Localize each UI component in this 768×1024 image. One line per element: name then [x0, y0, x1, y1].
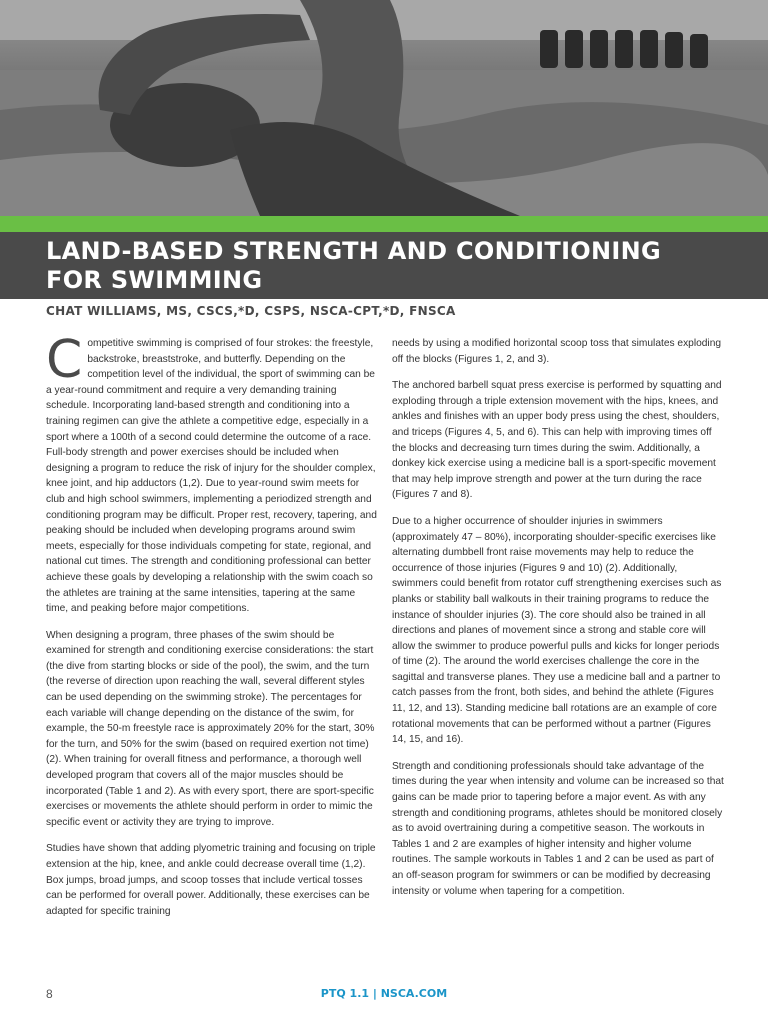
- hero-photo-swimmer: [0, 0, 768, 216]
- page-number: 8: [46, 987, 53, 1001]
- swimmer-illustration: [0, 0, 768, 216]
- accent-stripe: [0, 216, 768, 232]
- article-title-line2: FOR SWIMMING: [46, 266, 263, 294]
- body-column-left: [46, 330, 379, 930]
- article-title: [46, 237, 746, 295]
- body-paragraph: Due to a higher occurrence of shoulder injuries in swimmers (approximately 47 – 80%), incorporating shoulder-specific exercises like alternating dumbbell front raise movements may help to reduce the occurrence of those injuries (Figures 9 and 10) (2). Additionally, swimmers could benefit from rotator cuff strengthening exercises such as planks or stability ball walkouts in their training programs to reduce the instance of shoulder injuries (3). The core should also be trained in all directions and planes of movement since a strong and stable core will allow the swimmer to produce powerful pulls and kicks for longer periods of time (2). The around the world exercises challenge the core in the sagittal and transverse planes. They use a medicine ball and a partner to catch passes from the front, both sides, and behind the athlete (Figures 11, 12, and 13). Standing medicine ball rotations are an example of core rotational movements that can be performed without a partner (Figures 14, 15, and 16).: [392, 515, 722, 746]
- title-band: [0, 232, 768, 299]
- author-byline: CHAT WILLIAMS, MS, CSCS,*D, CSPS, NSCA-CPT,*D, FNSCA: [46, 304, 456, 318]
- body-paragraph: When designing a program, three phases of the swim should be examined for strength and conditioning exercise considerations: the start (the dive from starting blocks or side of the pool), the swim, and the turn (the reverse of direction upon reaching the wall, several different styles can be used depending on the swimming stroke). The percentages for each variable will change depending on the distance of the swim, for example, the 50-m freestyle race is approximately 20% for the start, 30% for the turn, and 50% for the swim (based on required exertion not time) (2). When training for overall fitness and performance, a thorough well developed program that covers all of the major muscles should be incorporated (Table 1 and 2). As with every sport, there are sport-specific exercises or movements the athlete should perform in order to mimic the specific event or activity they are trying to improve.: [46, 629, 375, 828]
- body-paragraph: The anchored barbell squat press exercise is performed by squatting and exploding through a triple extension movement with the hips, knees, and ankles and finishes with an upper body press using the chest, shoulders, and triceps (Figures 4, 5, and 6). This can help with improving times off the blocks and decreasing turn times during the swim. Additionally, a donkey kick exercise using a medicine ball is a sport-specific movement that may help improve strength and power at the turn during the race (Figures 7 and 8).: [392, 380, 722, 501]
- article-title-line1: LAND-BASED STRENGTH AND CONDITIONING: [46, 237, 662, 265]
- body-paragraph: Strength and conditioning professionals should take advantage of the times during the year when intensity and volume can be increased so that gains can be made prior to tapering before a major event. As with any strength and conditioning programs, athletes should be monitored closely as to avoid overtraining during a competitive season. The workouts in Tables 1 and 2 are examples of higher intensity and higher volume routines. The sample workouts in Tables 1 and 2 can be used as part of an off-season program for swimmers or can be modified by decreasing intensity or volume when tapering for a competition.: [392, 760, 724, 897]
- body-column-right: [392, 336, 725, 910]
- drop-cap: C: [46, 330, 83, 390]
- body-paragraph: Competitive swimming is comprised of four strokes: the freestyle, backstroke, breaststroke, and butterfly. Depending on the competition level of the individual, the sport of swimming can be a year-round commitment and require a very demanding training schedule. Incorporating land-based strength and conditioning into a training regimen can give the athlete a competitive edge, especially in a sport where a 100th of a second could determine the outcome of a race. Full-body strength and power exercises should be included when designing a program to reduce the risk of injury for the shoulder complex, knee joint, and hip adductors (1,2). Due to year-round swim meets for club and high school swimmers, implementing a periodized strength and conditioning program may be difficult. Proper rest, recovery, tapering, and peaking should be included when developing programs around swim meets, especially for those individuals competing for state, regional, and national cut times. The strength and conditioning professional can better achieve these goals by developing a relationship with the swim coach so the athletes are training at the same intensities, tapering at the same time, and peaking before major competitions.: [46, 330, 377, 615]
- footer-brand-link[interactable]: PTQ 1.1 | NSCA.COM: [320, 987, 448, 1000]
- body-paragraph: Studies have shown that adding plyometric training and focusing on triple extension at the hip, knee, and ankle could decrease overall time (1,2). Box jumps, broad jumps, and scoop tosses that include vertical tosses can be performed for overall power. Additionally, these exercises can be adapted for specific training: [46, 843, 376, 917]
- body-paragraph: needs by using a modified horizontal scoop toss that simulates exploding off the blocks (Figures 1, 2, and 3).: [392, 338, 722, 365]
